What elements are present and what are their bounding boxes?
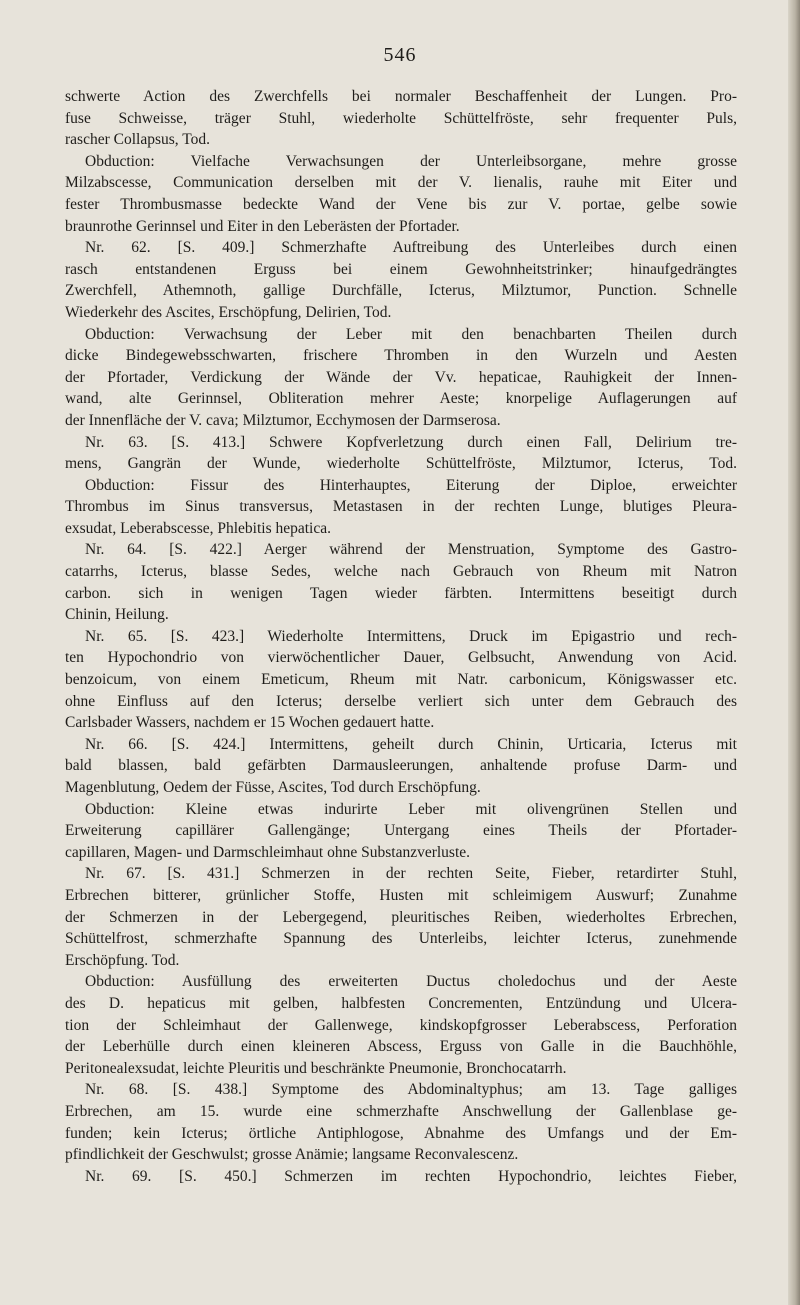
text-line: ten Hypochondrio von vierwöchentlicher Dauer, Gelbsucht, Anwendung von Acid. bbox=[65, 649, 737, 667]
text-line: Erschöpfung. Tod. bbox=[65, 951, 180, 969]
text-line: carbon. sich in wenigen Tagen wieder färbten. Intermittens beseitigt durch bbox=[65, 584, 737, 602]
text-line: Zwerchfell, Athemnoth, gallige Durchfälle, Icterus, Milztumor, Punction. Schnelle bbox=[65, 282, 737, 300]
text-line: tion der Schleimhaut der Gallenwege, kindskopfgrosser Leberabscess, Perforation bbox=[65, 1016, 737, 1034]
text-line: Nr. 64. [S. 422.] Aerger während der Menstruation, Symptome des Gastro- bbox=[85, 541, 737, 559]
text-line: Milzabscesse, Communication derselben mit der V. lienalis, rauhe mit Eiter und bbox=[65, 174, 737, 192]
text-line: der Leberhülle durch einen kleineren Abscess, Erguss von Galle in die Bauchhöhle, bbox=[65, 1038, 737, 1056]
text-line: Obduction: Vielfache Verwachsungen der Unterleibsorgane, mehre grosse bbox=[85, 152, 737, 170]
text-line: Nr. 62. [S. 409.] Schmerzhafte Auftreibung des Unterleibes durch einen bbox=[85, 239, 737, 257]
text-line: Nr. 63. [S. 413.] Schwere Kopfverletzung durch einen Fall, Delirium tre- bbox=[85, 433, 737, 451]
text-line: Nr. 67. [S. 431.] Schmerzen in der rechten Seite, Fieber, retardirter Stuhl, bbox=[85, 865, 737, 883]
text-line: funden; kein Icterus; örtliche Antiphlogose, Abnahme des Umfangs und der Em- bbox=[65, 1124, 737, 1142]
text-line: Carlsbader Wassers, nachdem er 15 Wochen gedauert hatte. bbox=[65, 714, 435, 732]
page-edge-shadow bbox=[788, 0, 800, 1305]
text-line: ohne Einfluss auf den Icterus; derselbe verliert sich unter dem Gebrauch des bbox=[65, 692, 737, 710]
text-line: der Innenfläche der V. cava; Milztumor, Ecchymosen der Darmserosa. bbox=[65, 411, 501, 429]
text-line: Chinin, Heilung. bbox=[65, 606, 169, 624]
text-line: fester Thrombusmasse bedeckte Wand der Vene bis zur V. portae, gelbe sowie bbox=[65, 195, 737, 213]
text-line: der Schmerzen in der Lebergegend, pleuritisches Reiben, wiederholtes Erbrechen, bbox=[65, 908, 737, 926]
text-line: der Pfortader, Verdickung der Wände der Vv. hepaticae, Rauhigkeit der Innen- bbox=[65, 368, 737, 386]
text-line: Schüttelfrost, schmerzhafte Spannung des Unterleibs, leichter Icterus, zunehmende bbox=[65, 930, 737, 948]
text-line: exsudat, Leberabscesse, Phlebitis hepatica. bbox=[65, 519, 331, 537]
text-line: Erbrechen, am 15. wurde eine schmerzhafte Anschwellung der Gallenblase ge- bbox=[65, 1102, 737, 1120]
text-line: catarrhs, Icterus, blasse Sedes, welche nach Gebrauch von Rheum mit Natron bbox=[65, 563, 737, 581]
text-line: wand, alte Gerinnsel, Obliteration mehrer Aeste; knorpelige Auflagerungen auf bbox=[65, 390, 737, 408]
text-line: capillaren, Magen- und Darmschleimhaut ohne Substanzverluste. bbox=[65, 843, 471, 861]
text-line: Nr. 69. [S. 450.] Schmerzen im rechten Hypochondrio, leichtes Fieber, bbox=[85, 1167, 737, 1185]
text-line: Erweiterung capillärer Gallengänge; Untergang eines Theils der Pfortader- bbox=[65, 822, 737, 840]
text-line: Obduction: Ausfüllung des erweiterten Ductus choledochus und der Aeste bbox=[85, 973, 737, 991]
text-line: Magenblutung, Oedem der Füsse, Ascites, Tod durch Erschöpfung. bbox=[65, 779, 481, 796]
text-line: Obduction: Verwachsung der Leber mit den benachbarten Theilen durch bbox=[85, 325, 737, 343]
text-line: rasch entstandenen Erguss bei einem Gewohnheitstrinker; hinaufgedrängtes bbox=[65, 260, 737, 278]
text-line: rascher Collapsus, Tod. bbox=[65, 131, 210, 149]
text-line: Obduction: Kleine etwas indurirte Leber mit olivengrünen Stellen und bbox=[85, 800, 737, 818]
text-line: Nr. 66. [S. 424.] Intermittens, geheilt durch Chinin, Urticaria, Icterus mit bbox=[85, 735, 737, 753]
text-line: Wiederkehr des Ascites, Erschöpfung, Delirien, Tod. bbox=[65, 303, 392, 321]
text-line: benzoicum, von einem Emeticum, Rheum mit Natr. carbonicum, Königswasser etc. bbox=[65, 671, 737, 689]
text-line: Erbrechen bitterer, grünlicher Stoffe, Husten mit schleimigem Auswurf; Zunahme bbox=[65, 886, 737, 904]
text-line: Nr. 65. [S. 423.] Wiederholte Intermittens, Druck im Epigastrio und rech- bbox=[85, 627, 737, 645]
page-number: 546 bbox=[383, 44, 417, 66]
text-line: Thrombus im Sinus transversus, Metastasen in der rechten Lunge, blutiges Pleura- bbox=[65, 498, 737, 516]
text-line: braunrothe Gerinnsel und Eiter in den Leberästen der Pfortader. bbox=[65, 217, 460, 235]
text-line: bald blassen, bald gefärbten Darmausleerungen, anhaltende profuse Darm- und bbox=[65, 757, 737, 775]
text-line: des D. hepaticus mit gelben, halbfesten Concrementen, Entzündung und Ulcera- bbox=[65, 994, 737, 1012]
text-line: schwerte Action des Zwerchfells bei normaler Beschaffenheit der Lungen. Pro- bbox=[65, 88, 737, 105]
text-line: dicke Bindegewebsschwarten, frischere Thromben in den Wurzeln und Aesten bbox=[65, 347, 737, 365]
body-text bbox=[65, 86, 737, 1187]
text-line: fuse Schweisse, träger Stuhl, wiederholte Schüttelfröste, sehr frequenter Puls, bbox=[65, 109, 737, 127]
text-line: Peritonealexsudat, leichte Pleuritis und beschränkte Pneumonie, Bronchocatarrh. bbox=[65, 1059, 567, 1077]
text-line: Nr. 68. [S. 438.] Symptome des Abdominaltyphus; am 13. Tage galliges bbox=[85, 1081, 737, 1099]
text-line: pfindlichkeit der Geschwulst; grosse Anämie; langsame Reconvalescenz. bbox=[65, 1146, 519, 1164]
text-line: Obduction: Fissur des Hinterhauptes, Eiterung der Diploe, erweichter bbox=[85, 476, 737, 494]
text-line: mens, Gangrän der Wunde, wiederholte Schüttelfröste, Milztumor, Icterus, Tod. bbox=[65, 455, 737, 473]
